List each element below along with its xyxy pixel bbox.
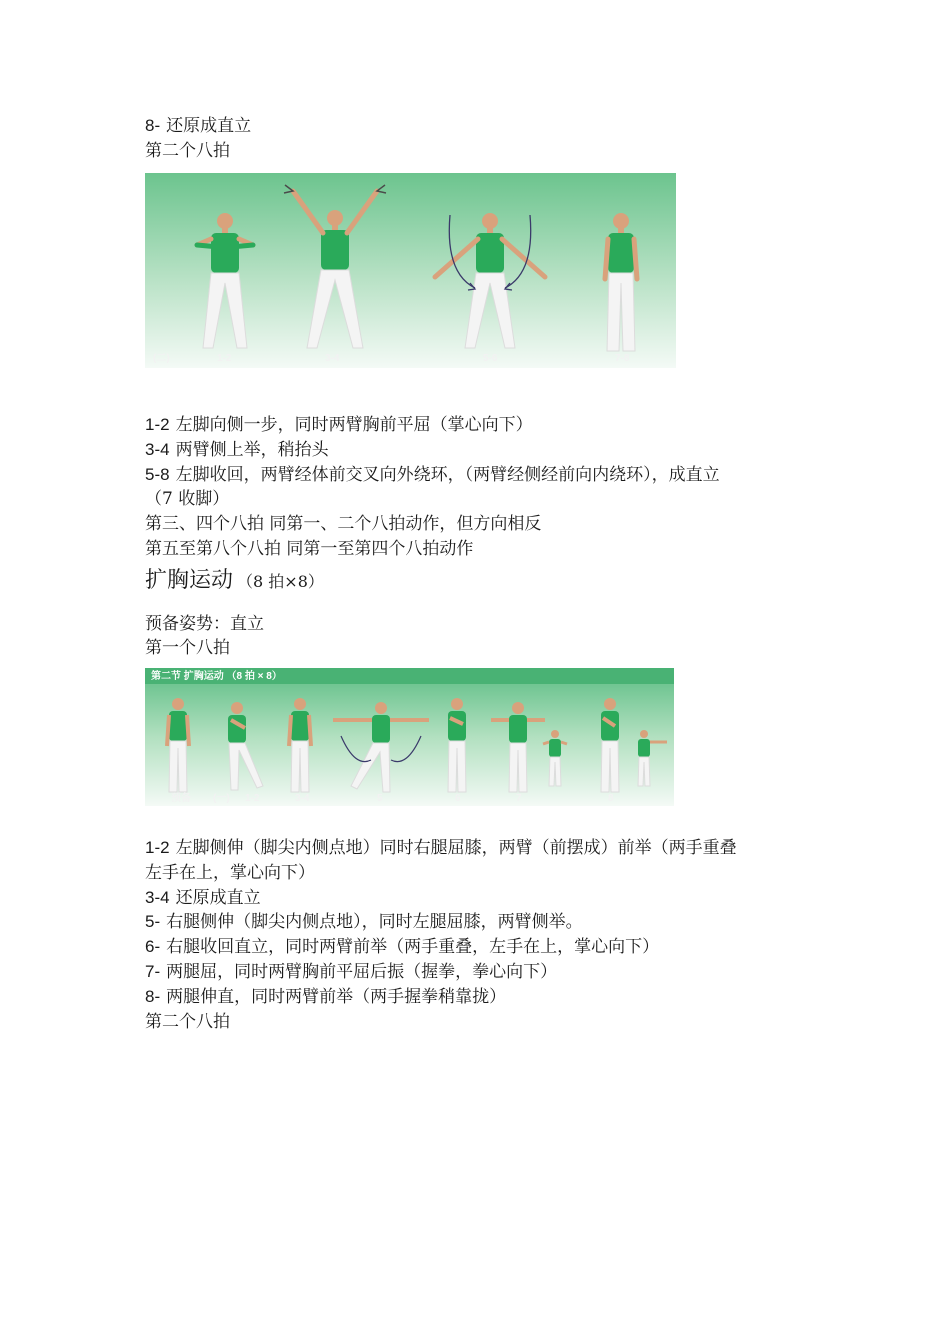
beat-number: 8- — [145, 987, 161, 1006]
beat-number: 5-8 — [145, 465, 170, 484]
figure-label: 1-2 — [245, 793, 260, 804]
figure-banner: 第二节 扩胸运动 （8 拍 × 8） — [151, 671, 282, 682]
section-heading: 扩胸运动 （8 拍×8） — [145, 568, 324, 593]
figure-label: (二) — [153, 353, 170, 364]
exercise-figure-1 — [145, 173, 676, 368]
beat-number: 1-2 — [145, 415, 170, 434]
text-line: 第三、四个八拍 同第一、二个八拍动作，但方向相反 — [145, 514, 542, 534]
text-line: 6- 右腿收回直立，同时两臂前举（两手重叠，左手在上，掌心向下） — [145, 937, 660, 957]
text-line: 5- 右腿侧伸（脚尖内侧点地），同时左腿屈膝，两臂侧举。 — [145, 912, 583, 932]
figure-label: (一) — [213, 793, 230, 804]
exercise-illustration — [145, 173, 676, 368]
beat-number: 6- — [145, 937, 161, 956]
text-line: 1-2 左脚侧伸（脚尖内侧点地）同时右腿屈膝，两臂（前摆成）前举（两手重叠 — [145, 838, 737, 858]
text-line: 左手在上，掌心向下） — [145, 863, 315, 883]
beat-number: 3-4 — [145, 440, 170, 459]
text-line: 3-4 两臂侧上举，稍抬头 — [145, 440, 329, 460]
figure-label: 5 — [377, 793, 383, 804]
figure-label: 5-6 — [483, 353, 498, 364]
text-line: 1-2 左脚向侧一步，同时两臂胸前平屈（掌心向下） — [145, 415, 533, 435]
text-line: 8- 两腿伸直，同时两臂前举（两手握拳稍靠拢） — [145, 987, 507, 1007]
figure-label: 预备 — [171, 793, 191, 804]
figure-label: 7 — [516, 793, 522, 804]
figure-label: 6 — [455, 793, 461, 804]
exercise-illustration — [145, 668, 674, 806]
beat-number: 7- — [145, 962, 161, 981]
beat-number: 3-4 — [145, 888, 170, 907]
beat-number: 5- — [145, 912, 161, 931]
section-subtitle: （8 拍×8） — [237, 572, 324, 591]
text-line: 3-4 还原成直立 — [145, 888, 261, 908]
figure-label: 3-4 — [295, 793, 310, 804]
figure-label: 7-8 — [615, 353, 630, 364]
figure-label: 1-2 — [217, 353, 232, 364]
text-line: 第五至第八个八拍 同第一至第四个八拍动作 — [145, 539, 474, 559]
text-line: 8- 还原成直立 — [145, 116, 252, 136]
text-line: 第一个八拍 — [145, 638, 230, 658]
beat-number: 8- — [145, 116, 161, 135]
text-line: 5-8 左脚收回，两臂经体前交叉向外绕环，（两臂经侧经前向内绕环），成直立 — [145, 465, 720, 485]
text-line: （7 收脚） — [145, 489, 230, 509]
text-line: 第二个八拍 — [145, 1012, 230, 1032]
beat-number: 1-2 — [145, 838, 170, 857]
figure-label: 8 — [608, 793, 614, 804]
text-line: 第二个八拍 — [145, 141, 230, 161]
exercise-figure-2 — [145, 668, 674, 806]
text-line: 预备姿势：直立 — [145, 614, 264, 634]
text-line: 7- 两腿屈，同时两臂胸前平屈后振（握拳，拳心向下） — [145, 962, 558, 982]
figure-label: 3-4 — [325, 353, 340, 364]
